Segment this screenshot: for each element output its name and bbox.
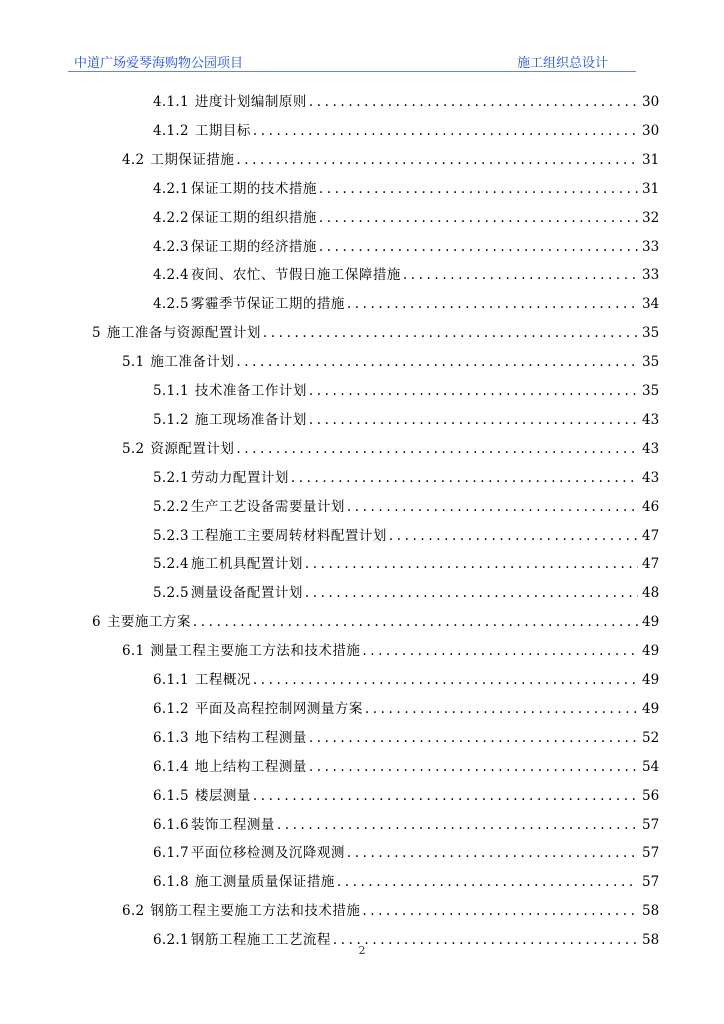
toc-entry-title: 施工准备计划 [150,354,235,371]
toc-entry-number: 5.2.1 [153,469,189,486]
toc-entry[interactable] [153,581,658,601]
toc-entry-title: 钢筋工程施工工艺流程 [190,932,331,949]
toc-entry-number: 4.1.1 [153,94,189,110]
toc-dot-leader [309,759,638,775]
toc-entry[interactable] [153,263,658,283]
toc-entry-number: 6 [92,614,101,631]
toc-entry[interactable] [153,697,658,717]
toc-dot-leader [305,556,638,572]
toc-entry-number: 6.1.5 [153,787,189,804]
toc-dot-leader [236,354,638,370]
toc-dot-leader [253,672,638,688]
toc-dot-leader [291,470,638,486]
toc-entry[interactable] [153,466,658,486]
toc-entry-page: 57 [642,874,660,891]
toc-entry-page: 49 [642,700,660,717]
toc-entry-title: 地下结构工程测量 [194,729,307,746]
toc-entry-number: 4.2.4 [153,267,189,284]
toc-entry-title: 平面及高程控制网测量方案 [194,700,363,717]
toc-entry[interactable] [153,870,658,890]
toc-dot-leader [309,94,638,110]
toc-entry-title: 雾霾季节保证工期的措施 [190,296,345,313]
toc-entry-page: 58 [642,903,660,920]
toc-entry-page: 33 [642,267,660,284]
toc-entry-number: 4.2.5 [153,296,189,313]
toc-entry-page: 49 [642,672,660,688]
page-number: 2 [358,944,366,957]
toc-entry-number: 5.1.2 [153,411,189,428]
toc-entry-number: 5.2.3 [153,527,189,544]
toc-entry-page: 35 [642,325,660,342]
toc-entry-page: 43 [642,440,660,457]
toc-entry[interactable] [122,899,658,919]
toc-entry[interactable] [153,177,658,197]
toc-entry[interactable] [153,784,658,804]
toc-dot-leader [236,441,638,457]
toc-entry[interactable] [153,206,658,226]
toc-entry-number: 6.1.4 [153,758,189,775]
toc-entry-page: 35 [642,383,660,399]
toc-entry-number: 4.2 [122,151,145,168]
toc-entry-number: 6.1.1 [153,672,189,688]
toc-entry-page: 30 [642,122,660,139]
toc-entry-title: 测量设备配置计划 [190,585,303,602]
toc-dot-leader [309,383,638,399]
toc-entry-number: 5.2.2 [153,498,189,515]
toc-entry-page: 52 [642,729,660,746]
toc-entry-title: 进度计划编制原则 [194,94,307,110]
toc-entry[interactable] [122,639,658,659]
toc-entry[interactable] [153,524,658,544]
toc-entry-number: 6.1.2 [153,700,189,717]
toc-dot-leader [403,267,638,283]
toc-entry-number: 4.2.1 [153,180,189,197]
toc-entry-page: 49 [642,643,660,660]
toc-entry-title: 施工准备与资源配置计划 [106,325,261,342]
toc-dot-leader [309,730,638,746]
toc-entry-title: 钢筋工程主要施工方法和技术措施 [150,903,361,920]
toc-entry-page: 48 [642,585,660,602]
toc-dot-leader [347,296,638,312]
toc-entry-page: 32 [642,209,660,226]
toc-entry[interactable] [92,610,658,630]
toc-entry-number: 5.2.4 [153,556,189,573]
toc-entry[interactable] [153,668,658,688]
toc-entry-page: 31 [642,180,660,197]
document-title: 施工组织总设计 [516,56,608,71]
toc-entry-title: 平面位移检测及沉降观测 [190,845,345,862]
toc-entry[interactable] [153,755,658,775]
toc-dot-leader [305,585,638,601]
toc-entry-number: 4.1.2 [153,122,189,139]
toc-dot-leader [337,874,638,890]
toc-entry-title: 地上结构工程测量 [194,758,307,775]
toc-entry-title: 工期目标 [194,122,251,139]
toc-entry-number: 5.1.1 [153,383,189,399]
toc-entry-title: 保证工期的经济措施 [190,238,317,255]
toc-entry-page: 49 [642,614,660,631]
toc-entry-title: 工程施工主要周转材料配置计划 [190,527,387,544]
toc-entry-number: 5.1 [122,354,145,371]
toc-entry-number: 4.2.3 [153,238,189,255]
toc-dot-leader [389,528,638,544]
toc-dot-leader [319,210,638,226]
toc-entry-number: 6.2.1 [153,932,189,949]
toc-dot-leader [193,614,638,630]
toc-entry-number: 6.1.3 [153,729,189,746]
toc-entry[interactable] [153,813,658,833]
toc-entry[interactable] [153,552,658,572]
toc-entry[interactable] [153,495,658,515]
toc-dot-leader [236,152,638,168]
toc-entry[interactable] [153,90,658,110]
toc-entry[interactable] [153,726,658,746]
toc-entry-page: 47 [642,527,660,544]
toc-dot-leader [347,845,638,861]
toc-entry-title: 技术准备工作计划 [194,383,307,399]
toc-entry-title: 工程概况 [194,672,251,688]
toc-dot-leader [277,817,638,833]
toc-entry-page: 57 [642,816,660,833]
toc-entry-number: 5 [92,325,101,342]
toc-dot-leader [319,181,638,197]
toc-entry[interactable] [122,437,658,457]
toc-entry[interactable] [153,841,658,861]
toc-entry-page: 34 [642,296,660,313]
toc-entry-title: 保证工期的组织措施 [190,209,317,226]
toc-dot-leader [253,123,638,139]
toc-entry[interactable] [122,350,658,370]
toc-entry[interactable] [153,119,658,139]
toc-entry[interactable] [153,379,658,399]
toc-entry-title: 测量工程主要施工方法和技术措施 [150,643,361,660]
toc-entry-number: 6.1.6 [153,816,189,833]
toc-entry-page: 43 [642,411,660,428]
toc-entry-number: 6.1.7 [153,845,189,862]
toc-entry-title: 施工测量质量保证措施 [194,874,335,891]
toc-entry[interactable] [153,408,658,428]
toc-entry-title: 施工机具配置计划 [190,556,303,573]
toc-entry-page: 33 [642,238,660,255]
toc-entry-page: 30 [642,94,660,110]
toc-entry-title: 生产工艺设备需要量计划 [190,498,345,515]
toc-dot-leader [309,412,638,428]
toc-entry-title: 工期保证措施 [150,151,235,168]
toc-dot-leader [263,325,638,341]
toc-dot-leader [362,903,638,919]
project-name: 中道广场爱琴海购物公园项目 [74,56,244,71]
toc-entry[interactable] [92,321,658,341]
toc-dot-leader [347,499,638,515]
toc-dot-leader [253,788,638,804]
toc-entry-title: 保证工期的技术措施 [190,180,317,197]
toc-entry-page: 35 [642,354,660,371]
toc-entry[interactable] [153,292,658,312]
toc-entry-number: 5.2.5 [153,585,189,602]
toc-entry-page: 47 [642,556,660,573]
toc-entry-title: 劳动力配置计划 [190,469,289,486]
toc-entry-number: 6.2 [122,903,145,920]
toc-entry-title: 装饰工程测量 [190,816,275,833]
toc-dot-leader [319,239,638,255]
toc-entry-page: 31 [642,151,660,168]
header-rule [68,71,636,72]
toc-entry-number: 4.2.2 [153,209,189,226]
toc-entry-number: 5.2 [122,440,145,457]
toc-entry[interactable] [153,235,658,255]
toc-entry-page: 56 [642,787,660,804]
toc-dot-leader [362,643,638,659]
toc-entry-page: 54 [642,758,660,775]
toc-entry-page: 43 [642,469,660,486]
toc-entry-page: 58 [642,932,660,949]
toc-entry-title: 资源配置计划 [150,440,235,457]
toc-entry-number: 6.1 [122,643,145,660]
toc-entry-title: 夜间、农忙、节假日施工保障措施 [190,267,401,284]
toc-entry[interactable] [122,148,658,168]
toc-entry-title: 楼层测量 [194,787,251,804]
toc-entry-number: 6.1.8 [153,874,189,891]
toc-dot-leader [365,701,638,717]
toc-entry-page: 57 [642,845,660,862]
page-header [68,48,636,70]
toc-entry-page: 46 [642,498,660,515]
toc-entry-title: 主要施工方案 [106,614,191,631]
toc-entry-title: 施工现场准备计划 [194,411,307,428]
